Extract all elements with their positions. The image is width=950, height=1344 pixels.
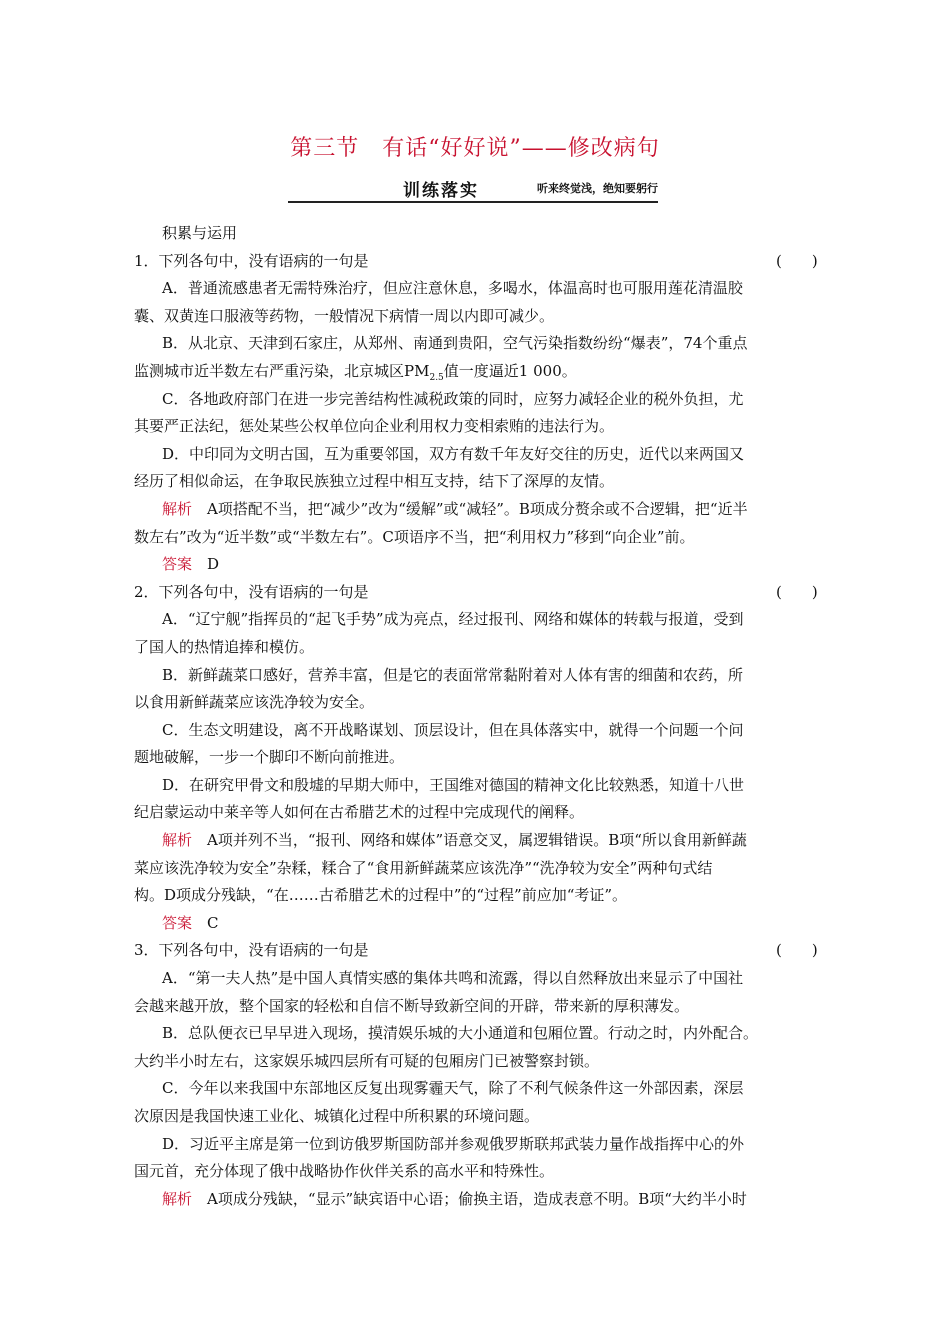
answer-label: 答案 bbox=[162, 555, 193, 574]
question-text: 1．下列各句中，没有语病的一句是 bbox=[134, 251, 369, 270]
question-2 bbox=[134, 579, 824, 938]
pm-subscript: 2.5 bbox=[429, 372, 444, 383]
option-a-line-2: 囊、双黄连口服液等药物，一般情况下病情一周以内即可减少。 bbox=[134, 306, 555, 325]
banner-motto: 听来终觉浅，绝知要躬行 bbox=[537, 182, 658, 195]
question-stem bbox=[134, 248, 824, 276]
option-a-line-2: 了国人的热情追捧和模仿。 bbox=[134, 637, 315, 656]
question-stem bbox=[134, 937, 824, 965]
analysis-line-2: 菜应该洗净较为安全”杂糅，糅合了“食用新鲜蔬菜应该洗净”“洗净较为安全”两种句式结 bbox=[134, 858, 713, 877]
option-c-line-2: 次原因是我国快速工业化、城镇化过程中所积累的环境问题。 bbox=[134, 1107, 540, 1125]
analysis-line-2: 数左右”改为“近半数”或“半数左右”。C项语序不当，把“利用权力”移到“向企业”前。 bbox=[134, 527, 695, 546]
option-c-line-1: C．今年以来我国中东部地区反复出现雾霾天气，除了不利气候条件这一外部因素，深层 bbox=[162, 1079, 744, 1098]
analysis-line-1 bbox=[134, 1186, 824, 1214]
analysis-label: 解析 bbox=[162, 499, 193, 518]
option-d-line-1: D．习近平主席是第一位到访俄罗斯国防部并参观俄罗斯联邦武装力量作战指挥中心的外 bbox=[162, 1134, 745, 1153]
option-c-line-1: C．生态文明建设，离不开战略谋划、顶层设计，但在具体落实中，就得一个问题一个问 bbox=[162, 720, 744, 739]
answer-value: D bbox=[207, 555, 220, 574]
question-text: 2．下列各句中，没有语病的一句是 bbox=[134, 582, 369, 601]
document-body bbox=[134, 220, 824, 1213]
option-b-line-1: B．总队便衣已早早进入现场，摸清娱乐城的大小通道和包厢位置。行动之时，内外配合。 bbox=[162, 1024, 759, 1043]
analysis-text: A项并列不当，“报刊、网络和媒体”语意交叉，属逻辑错误。B项“所以食用新鲜蔬 bbox=[207, 831, 747, 850]
option-d-line-2: 经历了相似命运，在争取民族独立过程中相互支持，结下了深厚的友情。 bbox=[134, 472, 615, 491]
answer-value: C bbox=[207, 913, 219, 932]
option-d-line-2: 纪启蒙运动中莱辛等人如何在古希腊艺术的过程中完成现代的阐释。 bbox=[134, 803, 585, 822]
answer-blank: ( ) bbox=[776, 941, 818, 960]
option-a-line-1: A．“辽宁舰”指挥员的“起飞手势”成为亮点，经过报刊、网络和媒体的转载与报道，受到 bbox=[162, 610, 744, 629]
option-d-line-1: D．在研究甲骨文和殷墟的早期大师中，王国维对德国的精神文化比较熟悉，知道十八世 bbox=[162, 775, 745, 794]
option-b-line-2 bbox=[134, 358, 824, 386]
option-a-line-1: A．普通流感患者无需特殊治疗，但应注意休息，多喝水，体温高时也可服用莲花清温胶 bbox=[162, 279, 743, 298]
option-c-line-1: C．各地政府部门在进一步完善结构性减税政策的同时，应努力减轻企业的税外负担，尤 bbox=[162, 389, 744, 408]
question-3 bbox=[134, 937, 824, 1213]
section-banner bbox=[288, 172, 658, 206]
analysis-text: A项成分残缺，“显示”缺宾语中心语；偷换主语，造成表意不明。B项“大约半小时 bbox=[207, 1189, 747, 1208]
option-b-line-1: B．从北京、天津到石家庄，从郑州、南通到贵阳，空气污染指数纷纷“爆表”，74个重点 bbox=[162, 334, 748, 353]
option-b-line-2: 以食用新鲜蔬菜应该洗净较为安全。 bbox=[134, 693, 375, 712]
option-a-line-1: A．“第一夫人热”是中国人真情实感的集体共鸣和流露，得以自然释放出来显示了中国社 bbox=[162, 969, 744, 988]
analysis-label: 解析 bbox=[162, 1189, 193, 1208]
option-b-text-end: 值一度逼近1 000。 bbox=[443, 361, 577, 380]
analysis-line-1 bbox=[134, 496, 824, 524]
page-title: 第三节 有话“好好说”——修改病句 bbox=[290, 136, 660, 161]
question-stem bbox=[134, 579, 824, 607]
option-d-line-1: D．中印同为文明古国，互为重要邻国，双方有数千年友好交往的历史，近代以来两国又 bbox=[162, 444, 745, 463]
section-heading: 积累与运用 bbox=[162, 224, 238, 242]
banner-divider bbox=[288, 201, 658, 203]
answer-blank: ( ) bbox=[776, 582, 818, 601]
question-text: 3．下列各句中，没有语病的一句是 bbox=[134, 941, 369, 960]
option-c-line-2: 题地破解，一步一个脚印不断向前推进。 bbox=[134, 748, 405, 767]
banner-heading: 训练落实 bbox=[403, 181, 479, 201]
option-d-line-2: 国元首，充分体现了俄中战略协作伙伴关系的高水平和特殊性。 bbox=[134, 1162, 555, 1181]
option-c-line-2: 其要严正法纪，惩处某些公权单位向企业利用权力变相索贿的违法行为。 bbox=[134, 417, 615, 436]
analysis-line-1 bbox=[134, 827, 824, 855]
option-a-line-2: 会越来越开放，整个国家的轻松和自信不断导致新空间的开辟，带来新的厚积薄发。 bbox=[134, 996, 690, 1015]
answer-label: 答案 bbox=[162, 913, 193, 932]
option-b-text: 监测城市近半数左右严重污染，北京城区PM bbox=[134, 361, 430, 380]
option-b-line-1: B．新鲜蔬菜口感好，营养丰富，但是它的表面常常黏附着对人体有害的细菌和农药，所 bbox=[162, 665, 744, 684]
option-b-line-2: 大约半小时左右，这家娱乐城四层所有可疑的包厢房门已被警察封锁。 bbox=[134, 1051, 600, 1070]
answer-blank: ( ) bbox=[776, 251, 818, 270]
analysis-label: 解析 bbox=[162, 831, 193, 850]
answer-line bbox=[134, 910, 824, 938]
analysis-line-3: 构。D项成分残缺，“在……古希腊艺术的过程中”的“过程”前应加“考证”。 bbox=[134, 886, 628, 905]
answer-line bbox=[134, 551, 824, 579]
question-1 bbox=[134, 248, 824, 579]
analysis-text: A项搭配不当，把“减少”改为“缓解”或“减轻”。B项成分赘余或不合逻辑，把“近半 bbox=[207, 499, 748, 518]
